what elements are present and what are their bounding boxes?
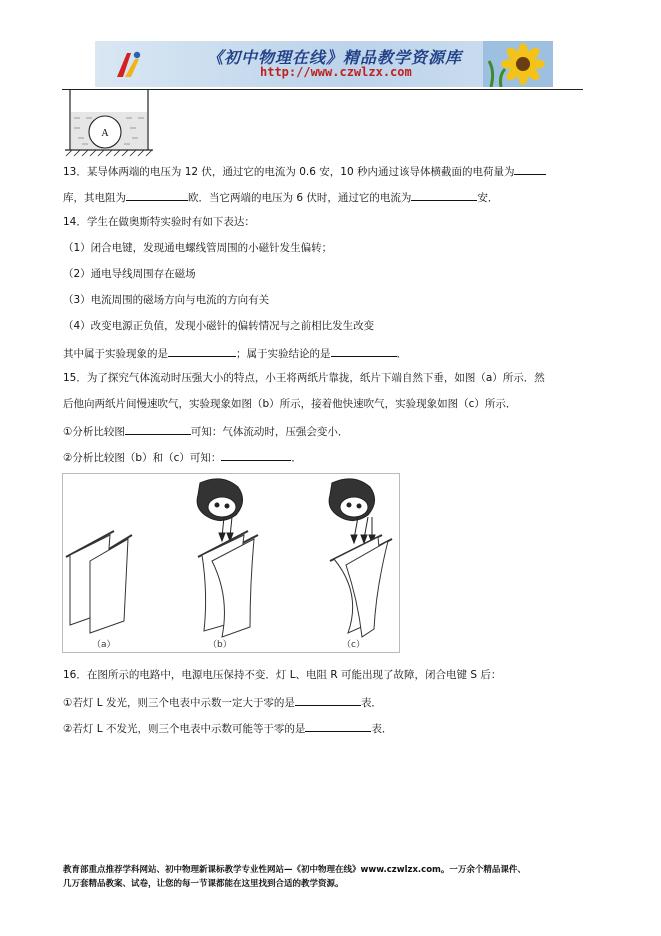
q15-line-1: 15．为了探究气体流动时压强大小的特点，小王将两纸片靠拢，纸片下端自然下垂，如图（a）所示．然: [63, 372, 545, 384]
q13-blank-resistance[interactable]: [126, 189, 188, 201]
q13-text: 13．某导体两端的电压为 12 伏，通过它的电流为 0.6 安，10 秒内通过该导体横截面的电荷量为: [63, 166, 515, 178]
banner-url: http://www.czwlzx.com: [260, 65, 412, 79]
q13-blank-charge[interactable]: [514, 163, 546, 175]
q14-text: ；属于实验结论的是: [236, 348, 331, 360]
q14-blank-phenomenon[interactable]: [168, 345, 236, 357]
q13-line-1: [63, 163, 546, 179]
q15-sub-2: [63, 449, 302, 465]
q13-text: 安．: [477, 192, 499, 204]
q14-text: 其中属于实验现象的是: [63, 348, 168, 360]
q16-text: ①若灯 L 发光，则三个电表中示数一定大于零的是: [63, 697, 295, 709]
q14-item-1: （1）闭合电键，发现通电螺线管周围的小磁针发生偏转；: [63, 242, 333, 254]
q16-text: 表．: [371, 723, 393, 735]
banner-title: 《初中物理在线》精品教学资源库: [207, 48, 463, 67]
q14-text: ．: [396, 348, 407, 360]
q15-line-2: 后他向两纸片间慢速吹气，实验现象如图（b）所示，接着他快速吹气，实验现象如图（c）所示．: [63, 398, 517, 410]
figure-paper-experiment: [62, 473, 400, 653]
footer-line-1: 教育部重点推荐学科网站、初中物理新课标教学专业性网站—《初中物理在线》www.czwlzx.com。一万余个精品课件、: [63, 865, 526, 875]
q15-blank-compare[interactable]: [221, 449, 291, 461]
q16-text: 表．: [360, 697, 382, 709]
q13-blank-current[interactable]: [411, 189, 477, 201]
q13-line-2: [63, 189, 498, 205]
q14-intro: 14．学生在做奥斯特实验时有如下表达：: [63, 216, 255, 228]
page-footer: [63, 863, 526, 891]
q16-sub-1: [63, 694, 382, 710]
q15-text: 可知：气体流动时，压强会变小．: [190, 426, 349, 438]
q16-blank-meter-zero[interactable]: [305, 720, 371, 732]
q16-blank-meter-nonzero[interactable]: [295, 694, 361, 706]
sunflower-icon: [483, 41, 553, 87]
q15-blank-figures[interactable]: [125, 423, 191, 435]
footer-line-2: 几万套精品教案、试卷，让您的每一节课都能在这里找到合适的教学资源。: [63, 879, 344, 889]
figure-container-ball: [64, 90, 154, 158]
q16-text: ②若灯 L 不发光，则三个电表中示数可能等于零的是: [63, 723, 306, 735]
q15-text: ①分析比较图: [63, 426, 125, 438]
q14-item-3: （3）电流周围的磁场方向与电流的方向有关: [63, 294, 270, 306]
q14-item-2: （2）通电导线周围存在磁场: [63, 268, 196, 280]
header-banner: [95, 41, 553, 87]
q14-item-4: （4）改变电源正负值，发现小磁针的偏转情况与之前相比发生改变: [63, 320, 375, 332]
q15-sub-1: [63, 423, 348, 439]
fig-label-a: （a）: [92, 640, 116, 650]
q13-text: 库，其电阻为: [63, 192, 126, 204]
q13-text: 欧．当它两端的电压为 6 伏时，通过它的电流为: [188, 192, 412, 204]
q16-line-1: 16．在图所示的电路中，电源电压保持不变．灯 L、电阻 R 可能出现了故障，闭合电键 S 后：: [63, 669, 502, 681]
q16-sub-2: [63, 720, 392, 736]
q14-blank-conclusion[interactable]: [331, 345, 397, 357]
q15-text: ．: [291, 452, 302, 464]
ball-label: A: [101, 128, 109, 139]
site-logo-icon: [113, 47, 147, 81]
fig-label-b: （b）: [208, 640, 232, 650]
q14-question: [63, 345, 407, 361]
fig-label-c: （c）: [342, 640, 365, 650]
q15-text: ②分析比较图（b）和（c）可知：: [63, 452, 222, 464]
